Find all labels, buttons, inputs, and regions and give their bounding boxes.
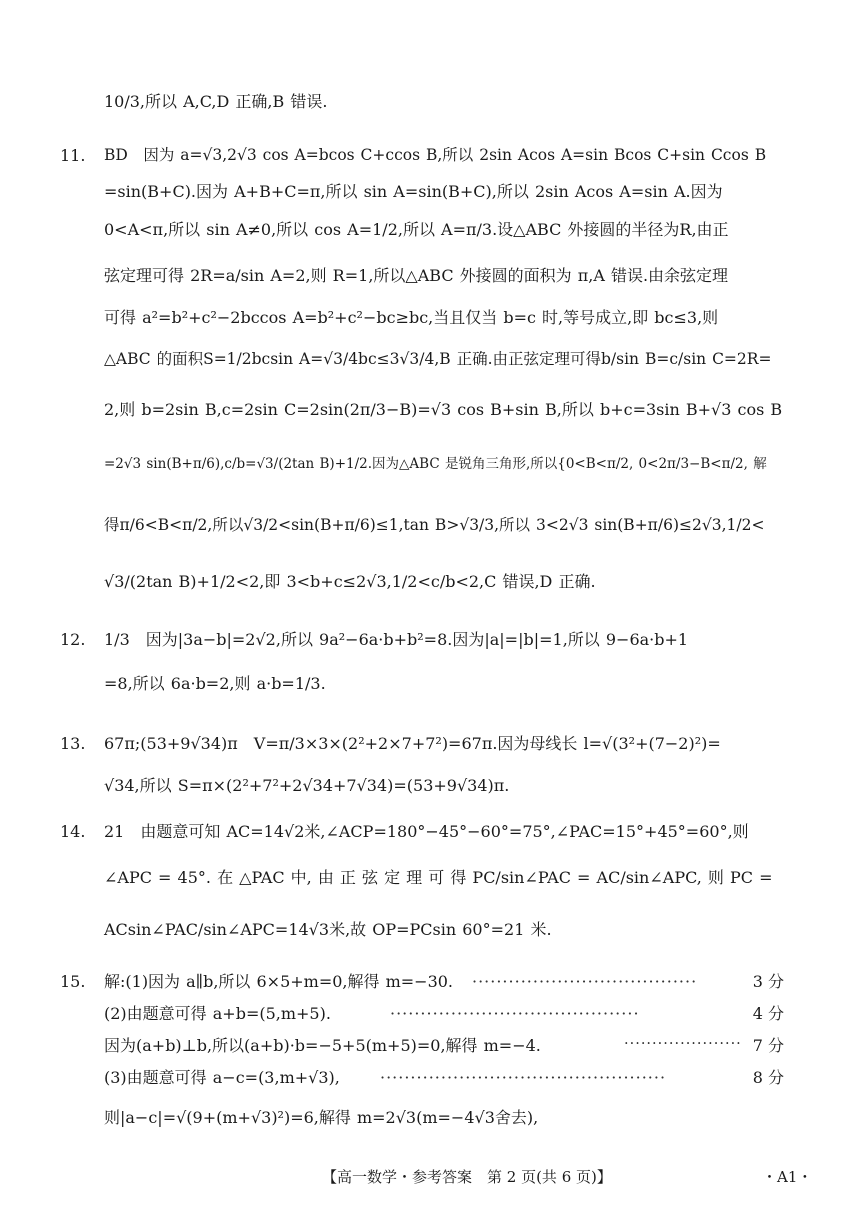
q11-line-8: =2√3 sin(B+π/6),c/b=√3/(2tan B)+1/2.因为△ABC 是锐角三角形,所以{0<B<π/2, 0<2π/3−B<π/2, 解 — [104, 456, 767, 472]
q11-line-7: 2,则 b=2sin B,c=2sin C=2sin(2π/3−B)=√3 cos B+sin B,所以 b+c=3sin B+√3 cos B — [104, 400, 783, 419]
dot-leader-3: ····················· — [624, 1036, 742, 1052]
q11-line-9: 得π/6<B<π/2,所以√3/2<sin(B+π/6)≤1,tan B>√3/3,所以 3<2√3 sin(B+π/6)≤2√3,1/2< — [104, 516, 765, 534]
question-12-number: 12. — [60, 630, 86, 649]
score-4: 8 分 — [752, 1068, 784, 1087]
q12-line-1: 1/3 因为|3a−b|=2√2,所以 9a²−6a·b+b²=8.因为|a|=|b|=1,所以 9−6a·b+1 — [104, 630, 689, 649]
q11-line-5: 可得 a²=b²+c²−2bccos A=b²+c²−bc≥bc,当且仅当 b=c 时,等号成立,即 bc≤3,则 — [104, 308, 719, 327]
q11-line-10: √3/(2tan B)+1/2<2,即 3<b+c≤2√3,1/2<c/b<2,C 错误,D 正确. — [104, 572, 596, 591]
q15-line-3: 因为(a+b)⊥b,所以(a+b)·b=−5+5(m+5)=0,解得 m=−4. — [104, 1036, 541, 1055]
q15-line-2: (2)由题意可得 a+b=(5,m+5). — [104, 1004, 331, 1023]
footer-tag: ・A1・ — [762, 1168, 813, 1186]
dot-leader-1: ····································· — [472, 972, 698, 991]
score-1: 3 分 — [752, 972, 784, 991]
q11-line-2: =sin(B+C).因为 A+B+C=π,所以 sin A=sin(B+C),所以 2sin Acos A=sin A.因为 — [104, 182, 723, 201]
q11-line-4: 弦定理可得 2R=a/sin A=2,则 R=1,所以△ABC 外接圆的面积为 π,A 错误.由余弦定理 — [104, 266, 729, 285]
q13-line-1: 67π;(53+9√34)π V=π/3×3×(2²+2×7+7²)=67π.因为母线长 l=√(3²+(7−2)²)= — [104, 734, 721, 753]
score-3: 7 分 — [752, 1036, 784, 1055]
q11-line-6: △ABC 的面积S=1/2bcsin A=√3/4bc≤3√3/4,B 正确.由正弦定理可得b/sin B=c/sin C=2R= — [104, 350, 772, 368]
q14-line-1: 21 由题意可知 AC=14√2米,∠ACP=180°−45°−60°=75°,∠PAC=15°+45°=60°,则 — [104, 822, 749, 841]
q13-line-2: √34,所以 S=π×(2²+7²+2√34+7√34)=(53+9√34)π. — [104, 776, 510, 795]
q15-line-5: 则|a−c|=√(9+(m+√3)²)=6,解得 m=2√3(m=−4√3舍去), — [104, 1108, 539, 1127]
q15-line-4: (3)由题意可得 a−c=(3,m+√3), — [104, 1068, 340, 1087]
question-11-number: 11. — [60, 146, 86, 165]
part-a — [60, 92, 784, 652]
line-1: 10/3,所以 A,C,D 正确,B 错误. — [104, 92, 328, 111]
q11-line-3: 0<A<π,所以 sin A≠0,所以 cos A=1/2,所以 A=π/3.设△ABC 外接圆的半径为R,由正 — [104, 220, 729, 239]
q14-line-2: ∠APC = 45°. 在 △PAC 中, 由 正 弦 定 理 可 得 PC/sin∠PAC = AC/sin∠APC, 则 PC = — [104, 868, 773, 887]
question-14-number: 14. — [60, 822, 86, 841]
q14-line-3: ACsin∠PAC/sin∠APC=14√3米,故 OP=PCsin 60°=21 米. — [104, 920, 552, 939]
question-15-number: 15. — [60, 972, 86, 991]
q11-line-1: BD 因为 a=√3,2√3 cos A=bcos C+ccos B,所以 2sin Acos A=sin Bcos C+sin Ccos B — [104, 146, 767, 164]
footer-title: 【高一数学・参考答案 第 2 页(共 6 页)】 — [322, 1168, 612, 1186]
part-b — [60, 630, 784, 1190]
score-2: 4 分 — [752, 1004, 784, 1023]
q15-line-1: 解:(1)因为 a∥b,所以 6×5+m=0,解得 m=−30. — [104, 972, 454, 991]
dot-leader-4: ··············································· — [380, 1068, 667, 1087]
question-13-number: 13. — [60, 734, 86, 753]
dot-leader-2: ········································· — [390, 1004, 640, 1023]
q12-line-2: =8,所以 6a·b=2,则 a·b=1/3. — [104, 674, 326, 693]
